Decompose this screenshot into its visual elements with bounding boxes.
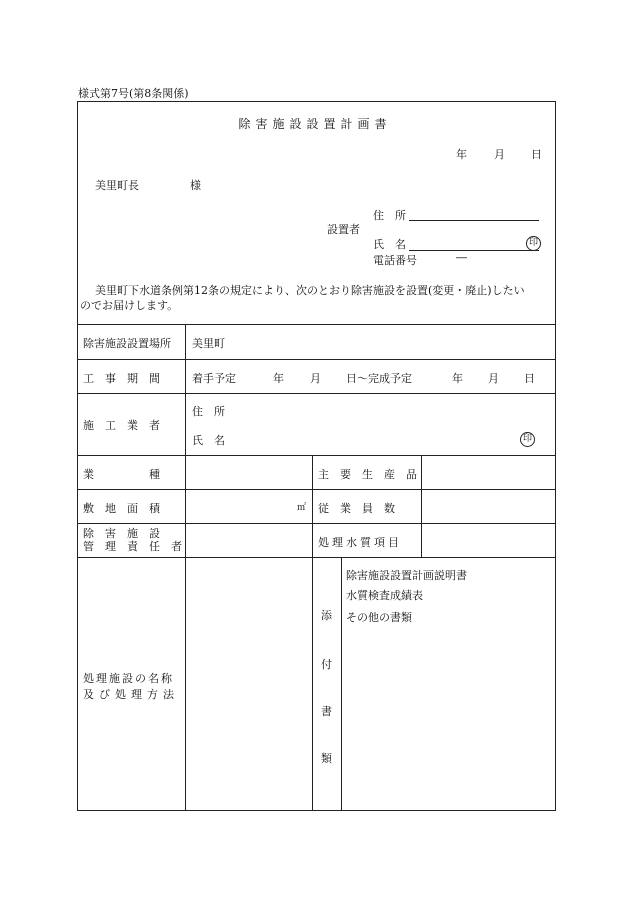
facility-label-2: 及び処理方法 [83, 688, 179, 701]
employees-label: 従 業 員 数 [318, 502, 395, 515]
statement-line-2: のでお届けします。 [80, 299, 179, 312]
row-divider [77, 557, 556, 558]
column-divider [341, 557, 342, 811]
addressee: 美里町長 [95, 179, 139, 192]
applicant-phone-separator: ― [456, 251, 467, 264]
column-divider [421, 455, 422, 557]
row-divider [77, 523, 556, 524]
contractor-address-label: 住 所 [192, 405, 225, 418]
attachment-item: 除害施設設置計画説明書 [346, 569, 467, 582]
form-title: 除害施設設置計画書 [238, 117, 392, 131]
contractor-seal-icon: 印 [520, 432, 535, 447]
date-year: 年 [456, 148, 467, 161]
period-start-year[interactable]: 年 [273, 372, 284, 385]
attachment-item: その他の書類 [346, 611, 412, 624]
facility-label-1: 処理施設の名称 [83, 672, 174, 685]
applicant-phone-label: 電話番号 [373, 254, 417, 267]
statement-line-1: 美里町下水道条例第12条の規定により、次のとおり除害施設を設置(変更・廃止)したい [95, 284, 525, 297]
location-label: 除害施設設置場所 [83, 337, 171, 350]
form-frame [77, 101, 556, 811]
row-divider [77, 324, 556, 325]
applicant-name-label: 氏 名 [373, 238, 406, 251]
period-label: 工 事 期 間 [83, 372, 160, 385]
location-value[interactable]: 美里町 [192, 337, 225, 350]
water-items-label: 処理水質項目 [318, 536, 402, 549]
contractor-name-label: 氏 名 [192, 434, 225, 447]
applicant-name-field[interactable] [409, 250, 539, 251]
attach-label-char: 類 [321, 752, 332, 765]
applicant-address-field[interactable] [409, 220, 539, 221]
applicant-role: 設置者 [327, 223, 360, 236]
products-label: 主 要 生 産 品 [318, 468, 417, 481]
industry-label: 業 種 [83, 468, 160, 481]
row-divider [77, 455, 556, 456]
period-end-day[interactable]: 日 [524, 372, 535, 385]
applicant-seal-icon: 印 [526, 236, 541, 251]
attach-label-char: 添 [321, 609, 332, 622]
site-area-unit: ㎡ [297, 503, 307, 513]
attach-label-char: 付 [321, 658, 332, 671]
honorific: 様 [190, 179, 201, 192]
period-start-month[interactable]: 月 [310, 372, 321, 385]
site-area-label: 敷 地 面 積 [83, 502, 160, 515]
column-divider [185, 324, 186, 811]
row-divider [77, 393, 556, 394]
form-reference: 様式第7号(第8条関係) [78, 87, 189, 100]
attachment-item: 水質検査成績表 [346, 589, 423, 602]
attach-label-char: 書 [321, 705, 332, 718]
column-divider [312, 455, 313, 811]
date-month: 月 [494, 148, 505, 161]
manager-label-2: 管 理 責 任 者 [83, 540, 182, 553]
manager-label-1: 除 害 施 設 [83, 527, 160, 540]
contractor-label: 施 工 業 者 [83, 419, 160, 432]
period-end-month[interactable]: 月 [488, 372, 499, 385]
period-end-label: 日～完成予定 [346, 372, 412, 385]
period-start-label: 着手予定 [192, 372, 236, 385]
row-divider [77, 489, 556, 490]
row-divider [77, 359, 556, 360]
period-end-year[interactable]: 年 [452, 372, 463, 385]
date-day: 日 [531, 148, 542, 161]
applicant-address-label: 住 所 [373, 209, 406, 222]
